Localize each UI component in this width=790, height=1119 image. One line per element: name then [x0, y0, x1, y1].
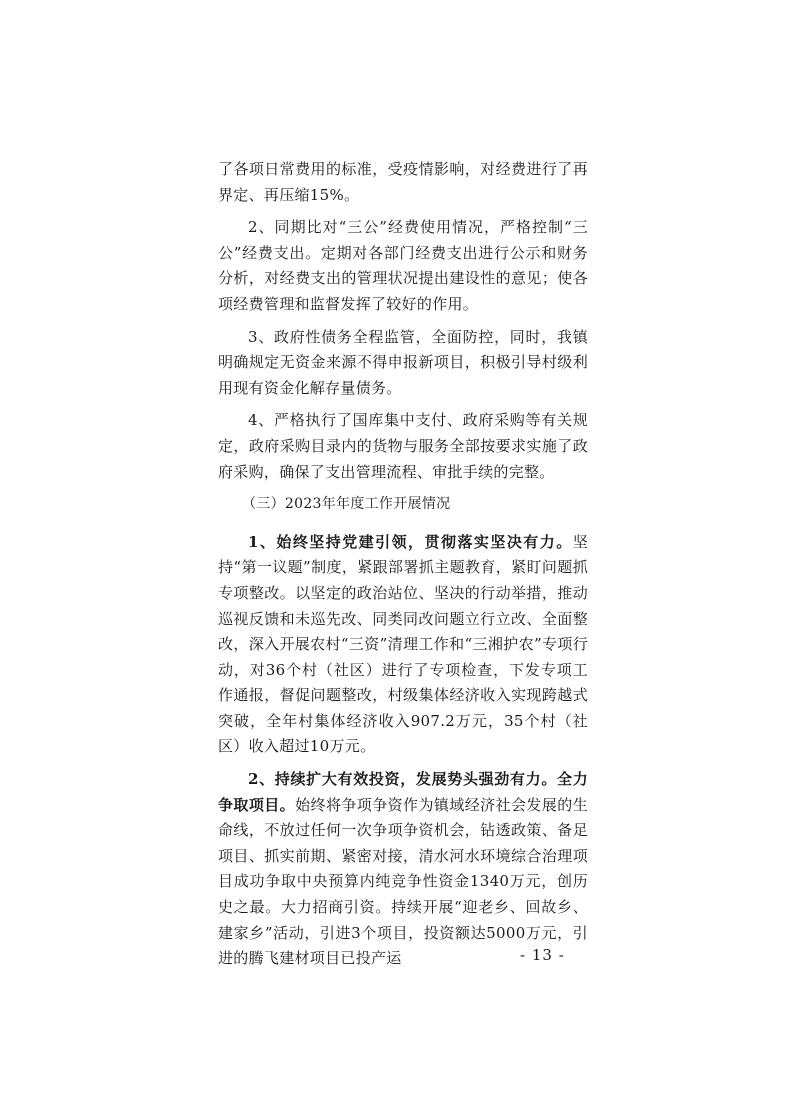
paragraph-item-3 — [218, 325, 588, 402]
paragraph-item-4 — [218, 408, 588, 485]
section-heading: （三）2023年年度工作开展情况 — [242, 496, 451, 513]
work-item-2-text: 始终将争项争资作为镇域经济社会发展的生命线，不放过任何一次争项争资机会，钻透政策、备足项目、抓实前期、紧密对接，清水河水环境综合治理项目成功争取中央预算内纯竞争性资金1340万元，创历史之最。大力招商引资。持续开展“迎老乡、回故乡、建家乡”活动，引进3个项目，投资额达5000万元，引进的腾飞建材项目已投产运 — [218, 795, 588, 968]
paragraph-text: 2、同期比对“三公”经费使用情况，严格控制“三公”经费支出。定期对各部门经费支出进行公示和财务分析，对经费支出的管理状况提出建设性的意见；使各项经费管理和监督发挥了较好的作用。 — [218, 218, 588, 313]
work-item-1 — [218, 530, 588, 760]
paragraph-text: 了各项日常费用的标准，受疫情影响，对经费进行了再界定、再压缩15%。 — [218, 160, 588, 204]
work-item-2-heading: 2、持续扩大有效投资，发展势头强劲有力。全力争取项目。 — [218, 770, 588, 814]
work-item-2 — [218, 767, 588, 972]
work-item-1-text: 坚持“第一议题”制度，紧跟部署抓主题教育，紧盯问题抓专项整改。以坚定的政治站位、坚决的行动举措，推动巡视反馈和未巡先改、同类同改问题立行立改、全面整改，深入开展农村“三资”清理工作和“三湘护农”专项行动，对36个村（社区）进行了专项检查，下发专项工作通报，督促问题整改，村级集体经济收入实现跨越式突破，全年村集体经济收入907.2万元，35个村（社区）收入超过10万元。 — [218, 532, 588, 756]
paragraph-item-2 — [218, 215, 588, 317]
document-body — [218, 157, 588, 979]
work-item-1-heading: 1、始终坚持党建引领，贯彻落实坚决有力。 — [248, 532, 573, 551]
paragraph-continuation — [218, 157, 588, 208]
page-number: - 13 - — [520, 946, 565, 964]
paragraph-text: 4、严格执行了国库集中支付、政府采购等有关规定，政府采购目录内的货物与服务全部按要求实施了政府采购，确保了支出管理流程、审批手续的完整。 — [218, 411, 588, 481]
paragraph-text: 3、政府性债务全程监管，全面防控，同时，我镇明确规定无资金来源不得申报新项目，积极引导村级利用现有资金化解存量债务。 — [218, 327, 588, 397]
